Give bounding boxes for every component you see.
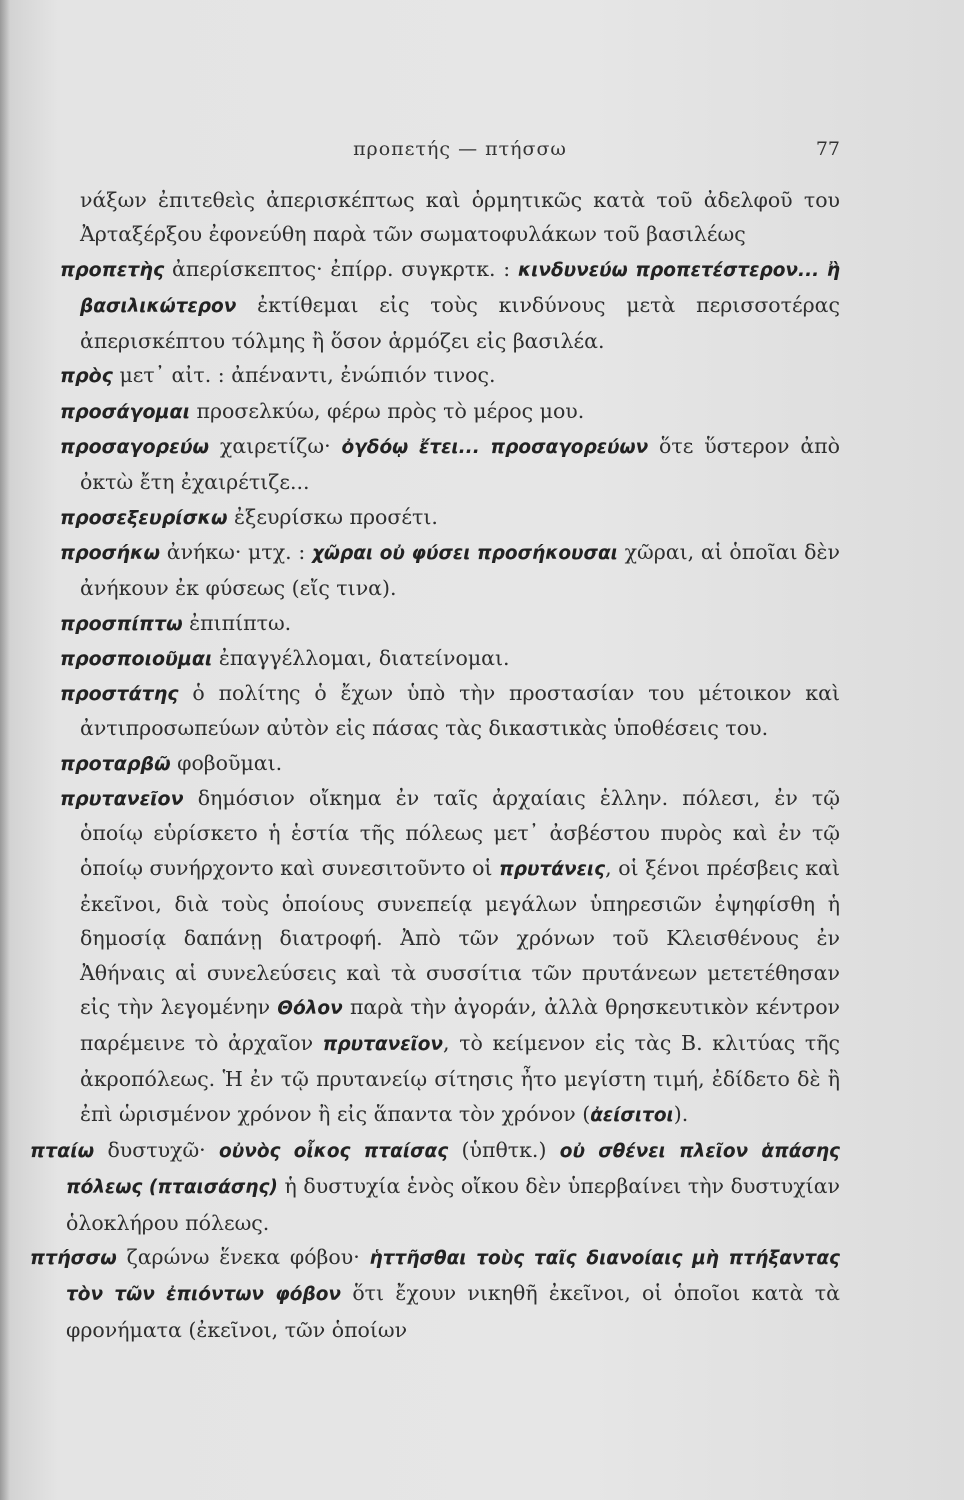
definition: ἀπερίσκεπτος· ἐπίρρ. συγκρτκ. :: [164, 256, 519, 281]
definition: ἐξευρίσκω προσέτι.: [227, 504, 438, 529]
quoted-phrase: πρυτάνεις: [499, 858, 606, 880]
entry-propetes: [30, 252, 840, 359]
definition: , τὸ κείμενον εἰς τὰς Β. κλιτύας τῆς ἀκροπόλεως. Ἡ ἐν τῷ πρυτανείῳ σίτησις ἦτο μεγίστη τιμή, ἐδίδετο δὲ ἢ ἐπὶ ὡρισμένον χρόνον ἢ εἰς ἅπαντα τὸν χρόνον (: [80, 1031, 840, 1126]
definition: παρὰ τὴν ἀγοράν, ἀλλὰ θρησκευτικὸν κέντρον παρέμεινε τὸ ἀρχαῖον: [80, 994, 841, 1056]
definition: χῶραι, αἱ ὁποῖαι δὲν ἀνήκουν ἐκ φύσεως (εἴς τινα).: [80, 539, 840, 601]
headword: προσεξευρίσκω: [60, 506, 228, 529]
definition: ὅτι ἔχουν νικηθῆ ἐκεῖνοι, οἱ ὁποῖοι κατὰ τὰ φρονήματα (ἐκεῖνοι, τῶν ὁποίων: [66, 1281, 840, 1342]
headword: προσποιοῦμαι: [60, 647, 213, 670]
entry-prospoioumai: [30, 641, 840, 676]
entry-protarbo: [30, 746, 840, 781]
entry-pros: [30, 358, 840, 393]
headword: προπετὴς: [60, 258, 165, 281]
definition: μετ᾽ αἰτ. : ἀπέναντι, ἐνώπιόν τινος.: [112, 363, 496, 388]
entry-proseko: [30, 535, 840, 606]
quoted-phrase: Θόλον: [277, 997, 343, 1019]
quoted-phrase: χῶραι οὐ φύσει προσήκουσαι: [311, 542, 618, 564]
definition: ὁ πολίτης ὁ ἔχων ὑπὸ τὴν προστασίαν του μέτοικον καὶ ἀντιπροσωπεύων αὐτὸν εἰς πάσας τὰς δικαστικὰς ὑποθέσεις του.: [80, 681, 840, 741]
quoted-phrase: ἡττῆσθαι τοὺς ταῖς διανοίαις μὴ πτήξαντας τὸν τῶν ἐπιόντων φόβον: [66, 1247, 840, 1306]
entry-prospipto: [30, 606, 840, 641]
definition: (ὑπθτκ.): [448, 1138, 560, 1163]
running-header: [80, 138, 840, 168]
entry-prosagoreuo: [30, 429, 840, 500]
entry-prytaneion: [30, 781, 840, 1133]
quoted-phrase: οὐ σθένει πλεῖον ἁπάσης πόλεως (πταισάσης): [66, 1141, 840, 1199]
page-body: [30, 183, 840, 1347]
headword: προσαγορεύω: [60, 436, 210, 459]
headword: προσπίπτω: [60, 612, 183, 635]
definition: ὅτε ὕστερον ἀπὸ ὀκτὼ ἔτη ἐχαιρέτιζε...: [80, 434, 840, 495]
entry-ptaio: [30, 1133, 840, 1240]
running-title: προπετής — πτήσσω: [353, 138, 567, 160]
quoted-phrase: ἀείσιτοι: [590, 1104, 674, 1126]
definition: ).: [673, 1101, 689, 1126]
page-number: 77: [815, 138, 840, 160]
definition: δυστυχῶ·: [94, 1138, 220, 1163]
definition: δημόσιον οἴκημα ἐν ταῖς ἀρχαίαις ἑλλην. πόλεσι, ἐν τῷ ὁποίῳ εὑρίσκετο ἡ ἑστία τῆς πόλεως μετ᾽ ἀσβέστου πυρὸς καὶ ἐν τῷ ὁποίῳ συνήρχοντο καὶ συνεσιτοῦντο οἱ: [80, 786, 840, 880]
quoted-phrase: πρυτανεῖον: [322, 1034, 444, 1056]
definition: ζαρώνω ἕνεκα φόβου·: [116, 1244, 370, 1269]
headword: προσήκω: [60, 541, 161, 564]
definition: ἐκτίθεμαι εἰς τοὺς κινδύνους μετὰ περισσοτέρας ἀπερισκέπτου τόλμης ἢ ὅσον ἁρμόζει εἰς βασιλέα.: [80, 292, 840, 354]
headword: πρὸς: [60, 365, 113, 388]
headword: πτήσσω: [30, 1246, 117, 1269]
spine-shadow: [0, 0, 10, 1500]
quoted-phrase: ὀγδόῳ ἔτει... προσαγορεύων: [341, 437, 649, 459]
definition: , οἱ ξένοι πρέσβεις καὶ ἐκεῖνοι, διὰ τοὺς ὁποίους συνεπείᾳ μεγάλων ὑπηρεσιῶν ἐψηφίσθη ἡ δημοσίᾳ δαπάνῃ διατροφή. Ἀπὸ τῶν χρόνων τοῦ Κλεισθένους ἐν Ἀθήναις αἱ συνελεύσεις καὶ τὰ συσσίτια τῶν πρυτάνεων μετετέθησαν εἰς τὴν λεγομένην: [80, 855, 840, 1019]
definition: ἀνήκω· μτχ. :: [160, 539, 312, 564]
definition: χαιρετίζω·: [209, 434, 342, 459]
headword: πταίω: [30, 1140, 95, 1163]
entry-prosexeurisko: [30, 500, 840, 535]
entry-prostates: [30, 676, 840, 746]
definition: φοβοῦμαι.: [170, 750, 283, 775]
continued-text: νάξων ἐπιτεθεὶς ἀπερισκέπτως καὶ ὁρμητικῶς κατὰ τοῦ ἀδελφοῦ του Ἀρταξέρξου ἐφονεύθη παρὰ τῶν σωματοφυλάκων τοῦ βασιλέως: [80, 188, 840, 247]
headword: πρυτανεῖον: [60, 788, 184, 811]
headword: προστάτης: [60, 683, 179, 706]
definition: ἐπαγγέλλομαι, διατείνομαι.: [212, 645, 510, 670]
quoted-phrase: κινδυνεύω προπετέστερον... ἢ βασιλικώτερον: [80, 259, 840, 317]
definition: ἐπιπίπτω.: [182, 610, 292, 635]
definition: ἡ δυστυχία ἑνὸς οἴκου δὲν ὑπερβαίνει τὴν δυστυχίαν ὁλοκλήρου πόλεως.: [66, 1174, 840, 1235]
entry-prosagomai: [30, 394, 840, 429]
entry-ptesso: [30, 1240, 840, 1347]
definition: προσελκύω, φέρω πρὸς τὸ μέρος μου.: [189, 398, 585, 423]
headword: προσάγομαι: [60, 400, 190, 423]
headword: προταρβῶ: [60, 752, 171, 775]
quoted-phrase: οὐνὸς οἶκος πταίσας: [219, 1141, 449, 1163]
